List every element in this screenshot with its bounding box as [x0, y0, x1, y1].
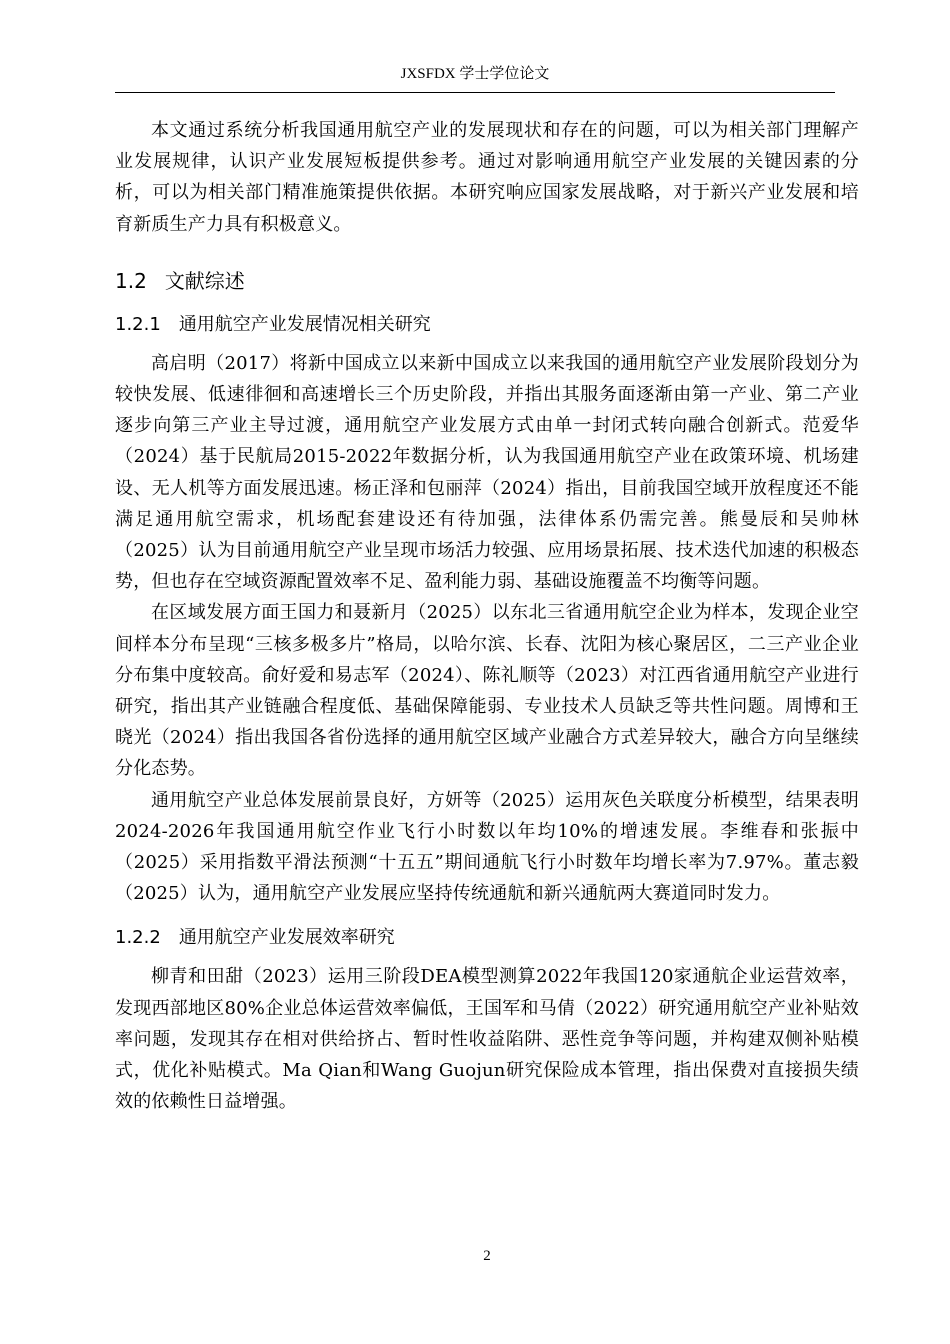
section-heading-1-2: [115, 264, 859, 298]
running-header: JXSFDX 学士学位论文: [400, 66, 550, 82]
subsection-heading-1-2-2: [115, 921, 859, 955]
page-number: 2: [483, 1248, 491, 1264]
body-paragraph: 通用航空产业总体发展前景良好，方妍等（2025）运用灰色关联度分析模型，结果表明2024-2026年我国通用航空作业飞行小时数以年均10%的增速发展。李维春和张振中（2025）采用指数平滑法预测“十五五”期间通航飞行小时数年均增长率为7.97%。董志毅（2025）认为，通用航空产业发展应坚持传统通航和新兴通航两大赛道同时发力。: [115, 789, 859, 905]
subsection-number: 1.2.1: [115, 313, 161, 335]
subsection-heading-1-2-1: [115, 308, 859, 342]
body-text-area: [115, 115, 859, 1117]
intro-paragraph: 本文通过系统分析我国通用航空产业的发展现状和存在的问题，可以为相关部门理解产业发展规律，认识产业发展短板提供参考。通过对影响通用航空产业发展的关键因素的分析，可以为相关部门精准施策提供依据。本研究响应国家发展战略，对于新兴产业发展和培育新质生产力具有积极意义。: [115, 120, 859, 235]
body-paragraph: 柳青和田甜（2023）运用三阶段DEA模型测算2022年我国120家通航企业运营效率，发现西部地区80%企业总体运营效率偏低，王国军和马倩（2022）研究通用航空产业补贴效率问题，发现其存在相对供给挤占、暂时性收益陷阱、恶性竞争等问题，并构建双侧补贴模式，优化补贴模式。Ma Qian和Wang Guojun研究保险成本管理，指出保费对直接损失绩效的依赖性日益增强。: [115, 966, 859, 1113]
subsection-title: 通用航空产业发展效率研究: [178, 927, 395, 949]
subsection-title: 通用航空产业发展情况相关研究: [178, 313, 431, 335]
subsection-number: 1.2.2: [115, 927, 161, 949]
body-paragraph: 高启明（2017）将新中国成立以来新中国成立以来我国的通用航空产业发展阶段划分为较快发展、低速徘徊和高速增长三个历史阶段，并指出其服务面逐渐由第一产业、第二产业逐步向第三产业主导过渡，通用航空产业发展方式由单一封闭式转向融合创新式。范爱华（2024）基于民航局2015-2022年数据分析，认为我国通用航空产业在政策环境、机场建设、无人机等方面发展迅速。杨正泽和包丽萍（2024）指出，目前我国空域开放程度还不能满足通用航空需求，机场配套建设还有待加强，法律体系仍需完善。熊曼辰和吴帅林（2025）认为目前通用航空产业呈现市场活力较强、应用场景拓展、技术迭代加速的积极态势，但也存在空域资源配置效率不足、盈利能力弱、基础设施覆盖不均衡等问题。: [115, 352, 859, 593]
section-number: 1.2: [115, 268, 147, 293]
body-paragraph: 在区域发展方面王国力和聂新月（2025）以东北三省通用航空企业为样本，发现企业空间样本分布呈现“三核多极多片”格局，以哈尔滨、长春、沈阳为核心聚居区，二三产业企业分布集中度较高。俞好爱和易志军（2024）、陈礼顺等（2023）对江西省通用航空产业进行研究，指出其产业链融合程度低、基础保障能弱、专业技术人员缺乏等共性问题。周博和王晓光（2024）指出我国各省份选择的通用航空区域产业融合方式差异较大，融合方向呈继续分化态势。: [115, 602, 859, 780]
section-title: 文献综述: [164, 268, 245, 293]
header-rule: [115, 92, 835, 93]
